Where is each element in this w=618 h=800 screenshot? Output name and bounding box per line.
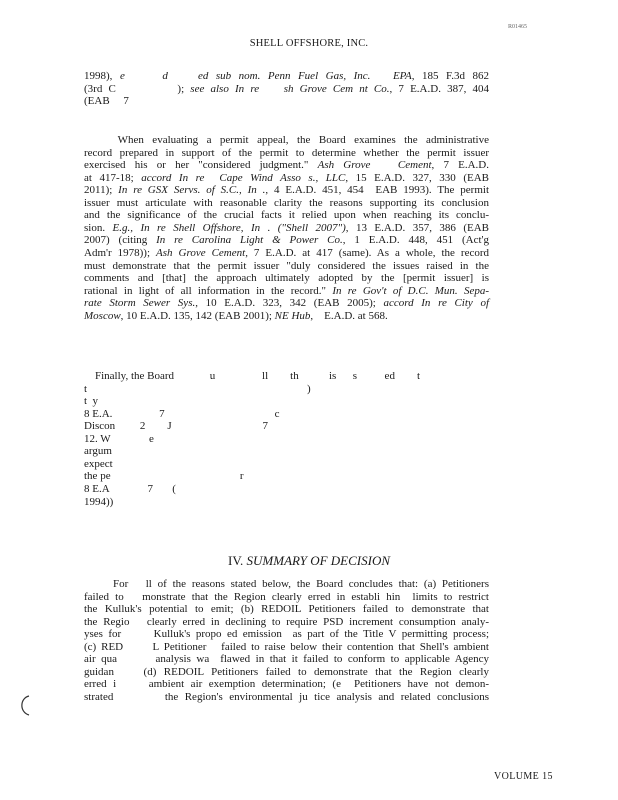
text-segment: accord In re Cape Wind Asso s., LLC [141, 171, 346, 184]
text-segment: NE Hub [274, 309, 311, 322]
section-title: SUMMARY OF DECISION [246, 553, 391, 568]
text-line: argum [84, 445, 112, 458]
text-segment: record prepared in support of the permit to determine whether the permit issuer [84, 146, 489, 159]
text-line [84, 197, 489, 209]
text-segment: rate Storm Sewer Sys. [84, 297, 196, 310]
text-segment: In re GSX Servs. of S.C., In . [118, 184, 266, 197]
text-line [84, 209, 489, 221]
text-segment: (EAB 7 [84, 95, 129, 108]
text-segment: , 10 E.A.D. 135, 142 (EAB 2001); [120, 309, 275, 322]
text-segment: comments and [that] the approach ultimately adopted by the [permit issuer] is [84, 272, 489, 285]
text-segment: , 7 E.A.D. 387, 404 [389, 82, 490, 95]
text-line: 1994)) [84, 495, 114, 508]
text-line [84, 83, 489, 95]
text-line [84, 222, 489, 234]
text-line: guidan (d) REDOIL Petitioners failed to demonstrate that the Region clearly [84, 665, 489, 678]
text-segment: E.g., In re Shell Offshore, In . ("Shell 2007") [112, 221, 346, 234]
text-line: 12. W e [84, 432, 154, 445]
text-segment: sion. [84, 221, 113, 234]
text-line: (c) RED L Petitioner failed to raise below their contention that Shell's ambient [84, 640, 489, 653]
text-line [84, 159, 489, 171]
text-line [84, 272, 489, 284]
text-segment: Ash Grove Cement [317, 159, 432, 172]
text-line: strated the Region's environmental ju tice analysis and related conclusions [84, 690, 489, 703]
text-line: t ) [84, 382, 311, 395]
text-segment: , 7 E.A.D. [431, 159, 490, 172]
text-line [84, 234, 489, 246]
text-line: t y [84, 395, 99, 408]
text-segment: 1998), [84, 70, 120, 82]
text-line: expect [84, 457, 113, 470]
margin-scan-mark [16, 694, 32, 718]
text-segment: , 13 E.A.D. 357, 386 (EAB [345, 221, 489, 234]
text-line [84, 70, 489, 82]
text-line: the Kulluk's potential to emit; (b) REDOIL Petitioners failed to demonstrate that [84, 603, 489, 616]
text-line [84, 147, 489, 159]
text-line [84, 172, 489, 184]
text-segment: and the significance of the crucial facts it relied upon when reaching its conclu- [84, 209, 489, 222]
text-line [84, 247, 489, 259]
text-segment: at 417-18; [84, 171, 142, 184]
text-line: 8 E.A 7 ( [84, 482, 176, 495]
text-line: the Regio clearly erred in declining to require PSD increment consumption analy- [84, 615, 489, 628]
text-segment: accord In re City of [383, 297, 489, 310]
text-line [84, 260, 489, 272]
text-line: yses for Kulluk's propo ed emission as part of the Title V permitting process; [84, 628, 489, 641]
text-segment: issuer must articulate with reasonable clarity the reasons supporting its conclusion [84, 196, 489, 209]
text-segment: In re Carolina Light & Power Co. [156, 234, 343, 247]
text-segment: In re Gov't of D.C. Mun. Sepa- [332, 284, 489, 297]
text-line [84, 134, 489, 146]
text-segment: must demonstrate that the permit issuer "duly considered the issues raised in the [84, 259, 489, 272]
text-line: failed to monstrate that the Region clearly erred in establi hin limits to restrict [84, 590, 489, 603]
text-segment: Ash Grove Cement [156, 246, 246, 259]
text-segment: Adm'r 1978)); [84, 246, 157, 259]
text-segment: , 1 E.A.D. 448, 451 (Act'g [342, 234, 489, 247]
text-segment: , 185 F.3d 862 [411, 70, 489, 82]
text-segment: , 15 E.A.D. 327, 330 (EAB [345, 171, 489, 184]
section-heading [0, 553, 618, 569]
text-line [84, 95, 129, 107]
text-segment: 2007) (citing [84, 234, 157, 247]
text-line: the pe r [84, 470, 244, 483]
text-segment: When evaluating a permit appeal, the Board examines the administrative [84, 134, 489, 146]
text-line: Discon 2 J 7 [84, 420, 268, 433]
text-segment: see also In re sh Grove Cem nt Co. [190, 82, 390, 95]
text-line [84, 285, 489, 297]
text-line: erred i ambient air exemption determination; (e Petitioners have not demon- [84, 678, 489, 691]
section-number: IV. [227, 553, 244, 568]
text-segment: , E.A.D. at 568. [310, 309, 388, 322]
text-segment: (3rd C ); [84, 82, 191, 95]
text-segment: , 7 E.A.D. at 417 (same). As a whole, the record [245, 246, 489, 259]
text-segment: 2011); [84, 184, 119, 197]
text-line: For ll of the reasons stated below, the Board concludes that: (a) Petitioners [84, 578, 489, 590]
page-id: R01465 [508, 24, 528, 30]
text-segment: , 4 E.A.D. 451, 454 EAB 1993). The permit [265, 184, 489, 197]
footer-volume: VOLUME 15 [494, 771, 553, 782]
text-line [84, 310, 388, 322]
text-segment: e d ed sub nom. Penn Fuel Gas, Inc. EPA [119, 70, 412, 82]
text-segment: rational in light of all information in the record." [84, 284, 333, 297]
text-segment: exercised his or her "considered judgment." [84, 159, 318, 172]
text-line: 8 E.A. 7 c [84, 407, 280, 420]
text-line: Finally, the Board u ll th is s ed t [84, 370, 420, 382]
text-segment: Moscow [84, 309, 121, 322]
text-line [84, 297, 489, 309]
text-line: air qua analysis wa flawed in that it failed to conform to applicable Agency [84, 653, 489, 666]
text-line [84, 184, 489, 196]
running-head: SHELL OFFSHORE, INC. [249, 38, 369, 49]
text-segment: , 10 E.A.D. 323, 342 (EAB 2005); [195, 297, 384, 310]
